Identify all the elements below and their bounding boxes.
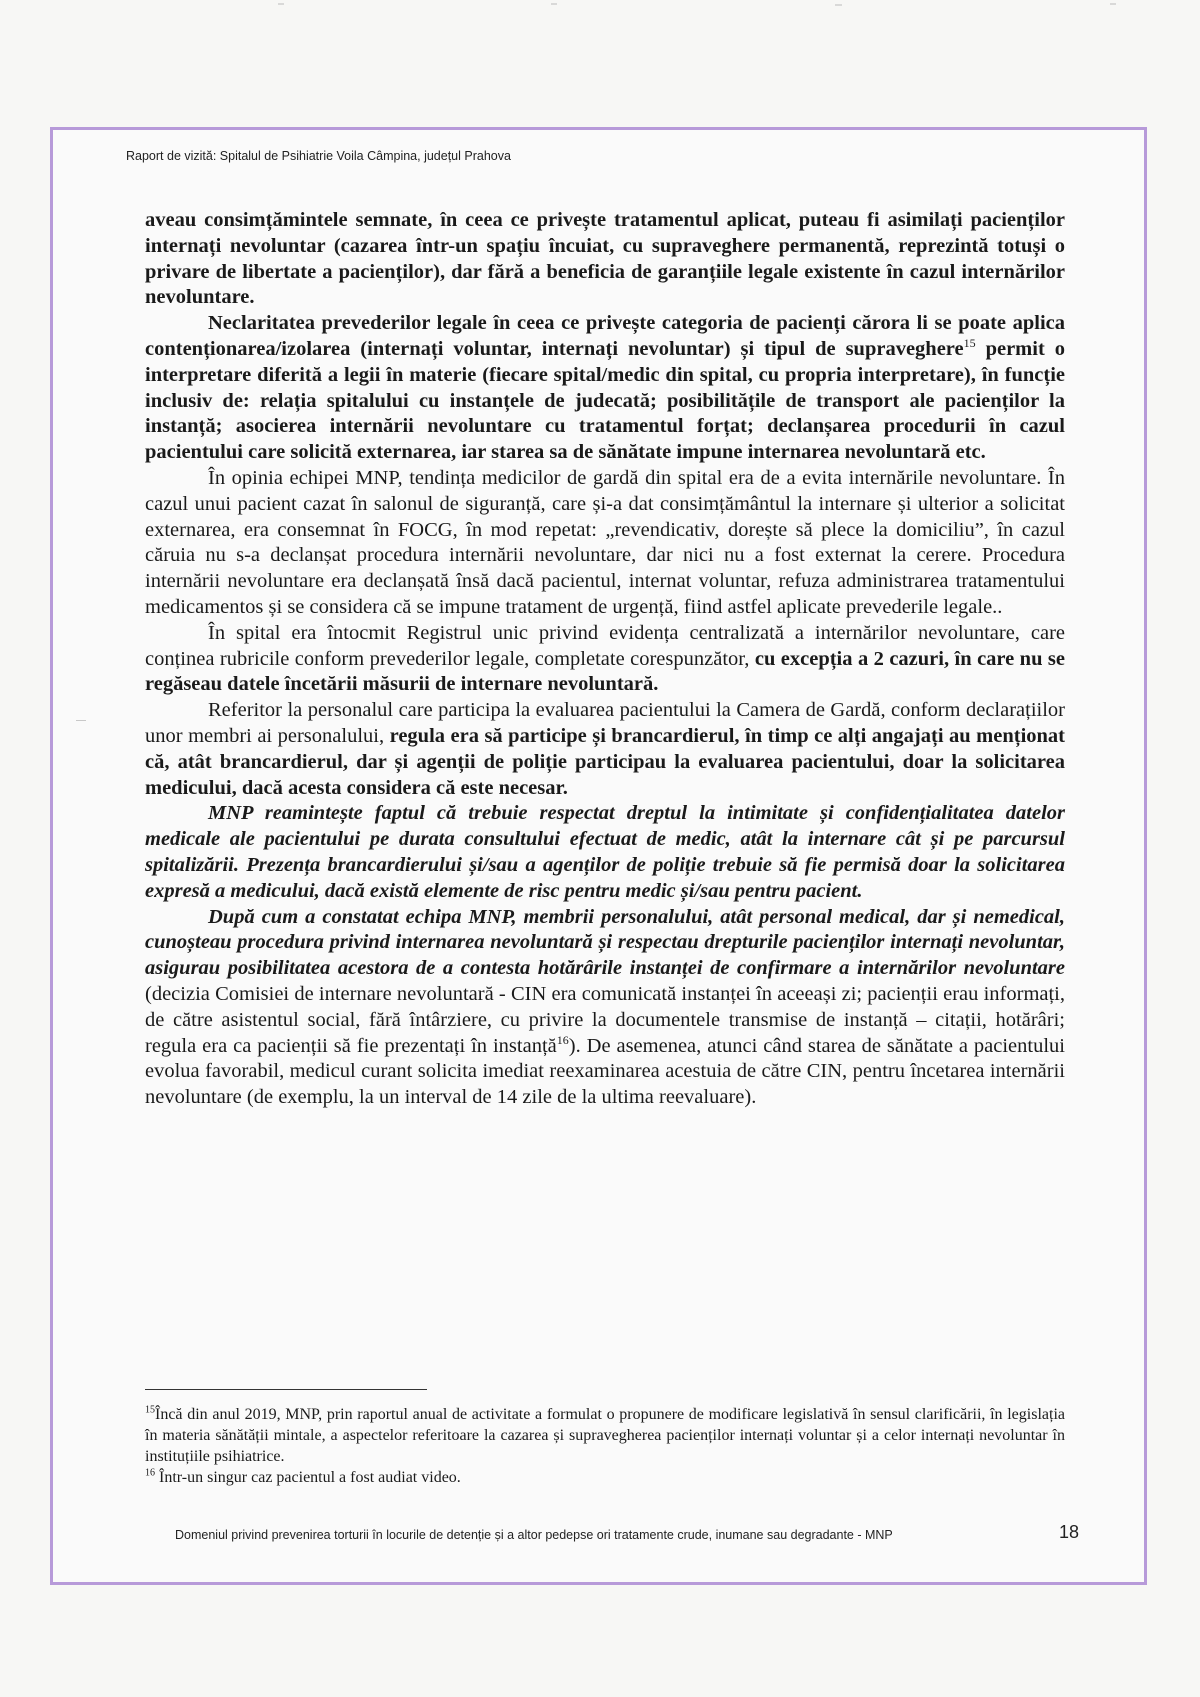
paragraph-text: MNP reamintește faptul că trebuie respectat dreptul la intimitate și confidențialitatea datelor medicale ale pacientului pe durata consultului efectuat de medic, atât la internare cât și pe parcursul spitalizării. Prezența brancardierului și/sau a agenților de poliție trebuie să fie permisă doar la solicitarea expresă a medicului, dacă există elemente de risc pentru medic și/sau pentru pacient. [145, 802, 1065, 902]
page-number: 18 [1059, 1522, 1080, 1542]
footnote-separator [145, 1389, 427, 1390]
body-paragraph [145, 466, 1065, 621]
footnotes [145, 1404, 1065, 1488]
paragraph-text: În spital era întocmit Registrul unic privind evidența centralizată a internărilor nevoluntare, care conținea rubricile conform prevederilor legale, completate corespunzător, [145, 621, 1065, 670]
footnote-text: Încă din anul 2019, MNP, prin raportul anual de activitate a formulat o propunere de modificare legislativă în sensul clarificării, în legislația în materia sănătății mintale, a aspectelor referitoare la cazarea și supravegherea pacienților internați voluntar și a celor internați nevoluntar în instituțiile psihiatrice. [145, 1406, 1065, 1465]
footnote-text: Într-un singur caz pacientul a fost audiat video. [155, 1469, 461, 1486]
paragraph-text: permit o interpretare diferită a legii în materie (fiecare spital/medic din spital, cu propria interpretare), în funcție inclusiv de: relația spitalului cu instanțele de judecată; posibilitățile de transport ale pacienților la instanță; asocierea internării nevoluntare cu tratamentul forțat; declanșarea procedurii în cazul pacientului care solicită externarea, iar starea sa de sănătate impune internarea nevoluntară etc. [145, 337, 1065, 464]
paragraph-text: ). De asemenea, atunci când starea de sănătate a pacientului evolua favorabil, medicul curant solicita imediat reexaminarea acestuia de către CIN, pentru încetarea internării nevoluntare (de exemplu, la un interval de 14 zile de la ultima reevaluare). [145, 1034, 1065, 1109]
paragraph-text: După cum a constatat echipa MNP, membrii personalului, atât personal medical, dar și nemedical, cunoșteau procedura privind internarea nevoluntară și respectau drepturile pacienților internați nevoluntar, asigurau posibilitatea acestora de a contesta hotărârile instanței de confirmare a internărilor nevoluntare [145, 905, 1065, 980]
paragraph-text: regula era să participe și brancardierul, în timp ce alți angajați au menționat că, atât brancardierul, dar și agenții de poliție participau la evaluarea pacientului, doar la solicitarea medicului, dacă acesta considera că este necesar. [145, 724, 1065, 799]
paragraph-text: (decizia Comisiei de internare nevoluntară - CIN era comunicată instanței în aceeași zi; pacienții erau informați, de către asistentul social, fără întârziere, cu privire la documentele transmise de instanță – citații, hotărâri; regula era ca pacienții să fie prezentați în instanță [145, 982, 1065, 1057]
footnote-reference: 16 [556, 1032, 569, 1047]
paragraph-text: Neclaritatea prevederilor legale în ceea ce privește categoria de pacienți cărora li se poate aplica contenționarea/izolarea (internați voluntar, internați nevoluntar) și tipul de supraveghere [145, 312, 1065, 360]
footnote-number: 16 [145, 1467, 155, 1479]
scan-margin-mark [76, 720, 86, 721]
footnote-number: 15 [145, 1404, 155, 1416]
body-paragraph [145, 801, 1065, 904]
body-paragraph [145, 698, 1065, 801]
report-body [145, 208, 1065, 1111]
body-paragraph [145, 311, 1065, 466]
running-footer: Domeniul privind prevenirea torturii în locurile de detenție și a altor pedepse ori tratamente crude, inumane sau degradante - MNP [175, 1528, 893, 1542]
footnote-item [145, 1404, 1065, 1467]
footnote-reference: 15 [963, 336, 976, 351]
paragraph-text: În opinia echipei MNP, tendința medicilor de gardă din spital era de a evita internările nevoluntare. În cazul unui pacient cazat în salonul de siguranță, care și-a dat consimțământul la internare și ulterior a solicitat externarea, era consemnat în FOCG, în mod repetat: „revendicativ, dorește să plece la domiciliu”, în cazul căruia nu s-a declanșat procedura internării nevoluntare, dar nici nu a fost externat la cerere. Procedura internării nevoluntare era declanșată însă dacă pacientul, internat voluntar, refuza administrarea tratamentului medicamentos și se considera că se impune tratament de urgență, fiind astfel aplicate prevederile legale.. [145, 466, 1065, 618]
scan-edge-marks [0, 0, 1200, 12]
running-header: Raport de vizită: Spitalul de Psihiatrie Voila Câmpina, județul Prahova [126, 149, 511, 163]
body-paragraph [145, 621, 1065, 698]
body-paragraph [145, 905, 1065, 1111]
paragraph-text: cu excepția a 2 cazuri, în care nu se regăseau datele încetării măsurii de internare nevoluntară. [145, 647, 1066, 696]
paragraph-text: aveau consimțămintele semnate, în ceea ce privește tratamentul aplicat, puteau fi asimilați pacienților internați nevoluntar (cazarea într-un spațiu încuiat, cu supraveghere permanentă, reprezintă totuși o privare de libertate a pacienților), dar fără a beneficia de garanțiile legale existente în cazul internărilor nevoluntare. [145, 209, 1065, 309]
body-paragraph [145, 208, 1065, 311]
footnote-item [145, 1467, 1065, 1488]
paragraph-text: Referitor la personalul care participa la evaluarea pacientului la Camera de Gardă, conform declarațiilor unor membri ai personalului, [145, 699, 1065, 747]
